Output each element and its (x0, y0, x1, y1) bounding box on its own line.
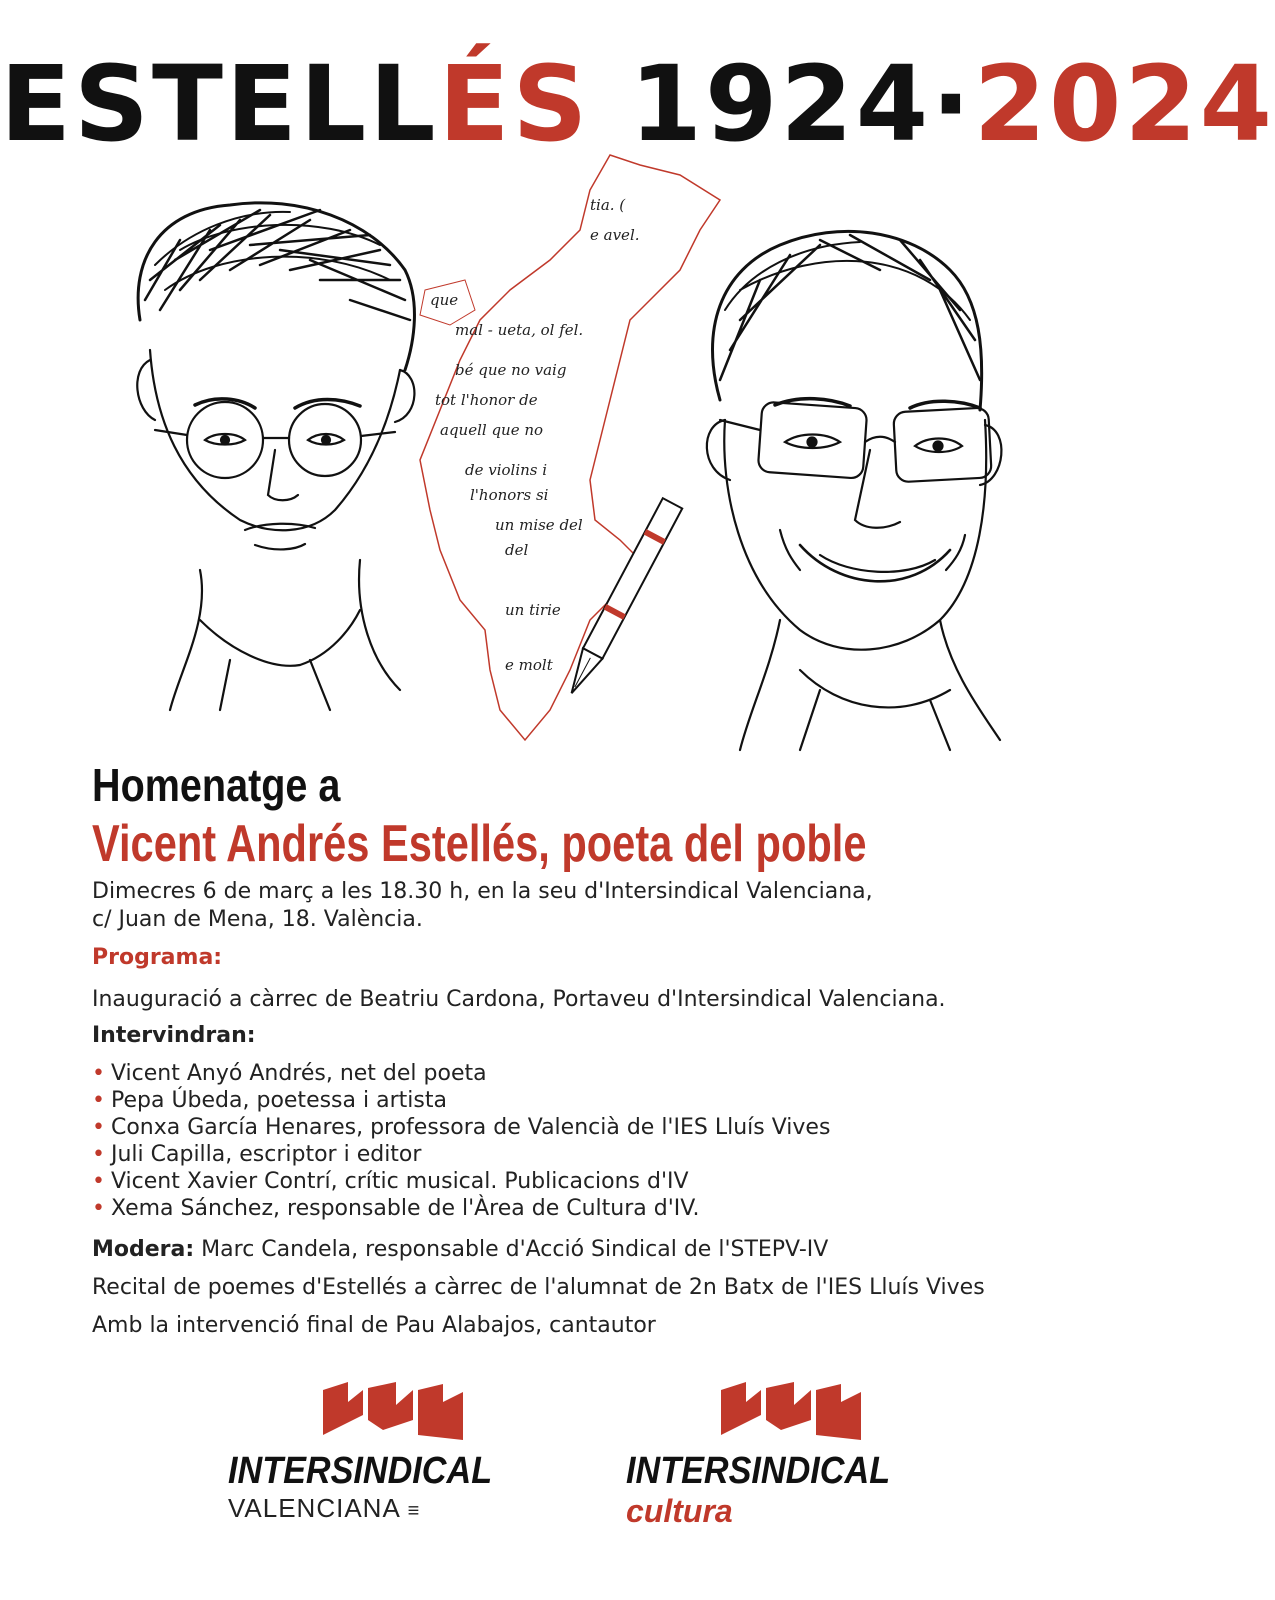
programa-label: Programa: (92, 945, 223, 970)
bullet-icon: • (92, 1142, 105, 1167)
bullet-icon: • (92, 1061, 105, 1086)
list-item (92, 1114, 1052, 1141)
heading-poet-name: Vicent Andrés Estellés, poeta del poble (92, 815, 867, 873)
logo-right-name: INTERSINDICAL (626, 1450, 891, 1492)
final-line: Amb la intervenció final de Pau Alabajos, cantautor (92, 1313, 656, 1338)
map-manuscript (420, 155, 720, 740)
manuscript-line: un mise del (495, 516, 583, 534)
speaker-name: Pepa Úbeda, poetessa i artista (110, 1088, 447, 1113)
heading-homenatge: Homenatge a (92, 759, 341, 811)
manuscript-line: e molt (505, 656, 553, 674)
title-estell: ESTELL (0, 43, 439, 165)
manuscript-line: del (505, 541, 529, 559)
logo-right-sub: cultura (626, 1493, 733, 1529)
manuscript-line: mal - ueta, ol fel. (455, 321, 584, 339)
inauguracio-line: Inauguració a càrrec de Beatriu Cardona, Portaveu d'Intersindical Valenciana. (92, 987, 946, 1012)
event-date-line: Dimecres 6 de març a les 18.30 h, en la seu d'Intersindical Valenciana, (92, 879, 873, 904)
manuscript-line: tot l'honor de (435, 391, 538, 409)
logo-intersindical-valenciana (228, 1380, 498, 1524)
speaker-name: Conxa García Henares, professora de Valencià de l'IES Lluís Vives (110, 1115, 831, 1140)
recital-line: Recital de poemes d'Estellés a càrrec de l'alumnat de 2n Batx de l'IES Lluís Vives (92, 1275, 985, 1300)
speakers-list (92, 1060, 1052, 1222)
speakers-list-container (92, 1060, 1052, 1222)
manuscript-line: tia. ( (590, 196, 626, 214)
list-item (92, 1168, 1052, 1195)
programa-section (92, 944, 1052, 972)
flag-icon (318, 1380, 468, 1450)
list-item (92, 1141, 1052, 1168)
speaker-name: Juli Capilla, escriptor i editor (110, 1142, 422, 1167)
portrait-young-estelles (137, 203, 414, 710)
manuscript-line: aquell que no (440, 421, 544, 439)
map-outline (420, 155, 720, 740)
portrait-older-estelles (707, 231, 1002, 750)
manuscript-line: que (430, 291, 459, 309)
manuscript-line: bé que no vaig (455, 361, 567, 379)
list-item (92, 1060, 1052, 1087)
manuscript-line: un tirie (505, 601, 561, 619)
portrait-illustration (120, 150, 1020, 760)
intervindran-label (92, 1022, 1052, 1050)
intervindran-label-text: Intervindran: (92, 1023, 256, 1048)
event-address-line: c/ Juan de Mena, 18. València. (92, 907, 423, 932)
title-year-end: 2024 (973, 43, 1275, 165)
bullet-icon: • (92, 1196, 105, 1221)
event-details (92, 878, 1052, 934)
title-es: ÉS (438, 43, 591, 165)
logo-left-sub-text: VALENCIANA (228, 1493, 400, 1523)
manuscript-line: e avel. (590, 226, 640, 244)
flag-icon (716, 1380, 866, 1450)
title-year-start: 1924· (590, 43, 974, 165)
bullet-icon: • (92, 1088, 105, 1113)
modera-label: Modera: (92, 1237, 195, 1262)
poster-title (0, 43, 1275, 165)
logo-left-sub (228, 1493, 498, 1524)
bullet-icon: • (92, 1115, 105, 1140)
menu-lines-icon: ≡ (407, 1500, 421, 1522)
logo-left-name: INTERSINDICAL (228, 1450, 493, 1492)
list-item (92, 1087, 1052, 1114)
list-item (92, 1195, 1052, 1222)
manuscript-line: l'honors si (470, 486, 549, 504)
bullet-icon: • (92, 1169, 105, 1194)
speaker-name: Vicent Xavier Contrí, crític musical. Publicacions d'IV (110, 1169, 689, 1194)
speaker-name: Xema Sánchez, responsable de l'Àrea de Cultura d'IV. (110, 1196, 700, 1221)
modera-line (92, 1236, 1052, 1264)
speaker-name: Vicent Anyó Andrés, net del poeta (110, 1061, 487, 1086)
logo-intersindical-cultura (626, 1380, 896, 1530)
manuscript-line: de violins i (465, 461, 548, 479)
modera-text: Marc Candela, responsable d'Acció Sindical de l'STEPV-IV (194, 1237, 829, 1262)
